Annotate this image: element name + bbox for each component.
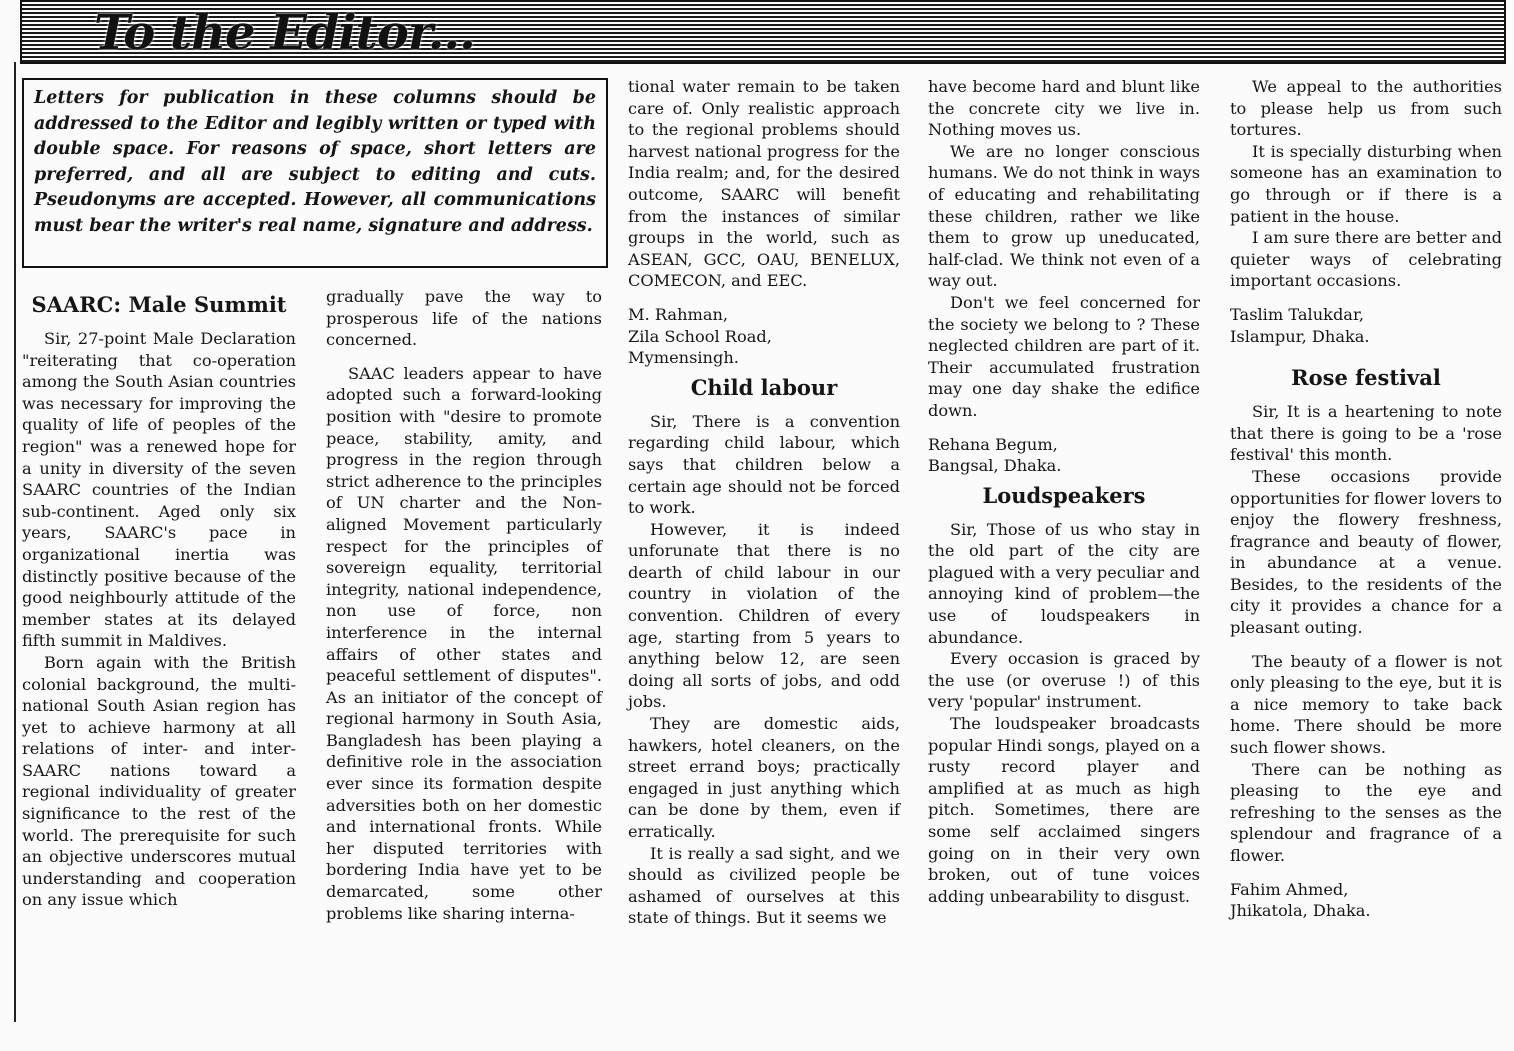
- letter-title-saarc: SAARC: Male Summit: [31, 292, 287, 317]
- letter-signature-address: Islampur, Dhaka.: [1230, 326, 1370, 346]
- letter-paragraph: It is specially disturbing when someone has an examination to go through or if there is a patient in the house.: [1230, 141, 1502, 226]
- letter-signature-name: M. Rahman,: [628, 304, 729, 324]
- letter-paragraph: However, it is indeed unforunate that there is no dearth of child labour in our country in violation of the convention. Children of every age, starting from 5 years to anything below 12, are seen doing all sorts of jobs, and odd jobs.: [628, 519, 900, 712]
- column-2: [326, 286, 602, 924]
- letter-paragraph: We appeal to the authorities to please help us from such tortures.: [1230, 77, 1502, 140]
- editorial-notice: Letters for publication in these columns should be addressed to the Editor and legibly written or typed with double space. For reasons of space, short letters are preferred, and all are subject to editing and cuts. Pseudonyms are accepted. However, all communications must bear the writer's real name, signature and address.: [22, 78, 608, 268]
- letter-paragraph: It is really a sad sight, and we should as civilized people be ashamed of ourselves at this state of things. But it seems we: [628, 843, 900, 928]
- letter-signature-name: Fahim Ahmed,: [1230, 879, 1349, 899]
- column-3: [628, 76, 900, 929]
- letter-paragraph: Born again with the British colonial background, the multi-national South Asian region has yet to achieve harmony at all relations of inter- and inter-SAARC nations toward a regional individuality of greater significance to the rest of the world. The prerequisite for such an objective underscores mutual understanding and cooperation on any issue which: [22, 652, 296, 910]
- letter-paragraph: have become hard and blunt like the concrete city we live in. Nothing moves us.: [928, 77, 1200, 140]
- letter-signature-address: Jhikatola, Dhaka.: [1230, 901, 1371, 921]
- column-1: [22, 286, 296, 911]
- letter-paragraph: Sir, Those of us who stay in the old part of the city are plagued with a very peculiar and annoying kind of problem—the use of loudspeakers in abundance.: [928, 519, 1200, 647]
- letter-title-child-labour: Child labour: [690, 374, 838, 400]
- letter-signature-address: Bangsal, Dhaka.: [928, 456, 1062, 476]
- letter-paragraph: SAAC leaders appear to have adopted such a forward-looking position with "desire to promote peace, stability, amity, and progress in the region through strict adherence to the principles of UN charter and the Non-aligned Movement particularly respect for the principles of sovereign equality, territorial integrity, national independence, non use of force, non interference in the internal affairs of other states and peaceful settlement of disputes". As an initiator of the concept of regional harmony in South Asia, Bangladesh has been playing a definitive role in the association ever since its formation despite adversities both on her domestic and international fronts. While her disputed territories with bordering India have yet to be demarcated, some other problems like sharing interna-: [326, 363, 602, 923]
- letter-signature-name: Rehana Begum,: [928, 434, 1058, 454]
- letter-paragraph: Every occasion is graced by the use (or overuse !) of this very 'popular' instrument.: [928, 649, 1200, 712]
- letter-paragraph: Don't we feel concerned for the society we belong to ? These neglected children are part of it. Their accumulated frustration may one day shake the edifice down.: [928, 292, 1200, 420]
- column-4: [928, 76, 1200, 907]
- letter-paragraph: Sir, 27-point Male Declaration "reiterating that co-operation among the South Asian countries was necessary for improving the quality of life of peoples of the region" was a renewed hope for a unity in diversity of the seven SAARC countries of the Indian sub-continent. Aged only six years, SAARC's pace in organizational inertia was distinctly positive because of the good neighbourly attitude of the member states at its delayed fifth summit in Maldives.: [22, 329, 296, 651]
- letter-paragraph: Sir, It is a heartening to note that there is going to be a 'rose festival' this month.: [1230, 402, 1502, 465]
- letter-paragraph: There can be nothing as pleasing to the eye and refreshing to the senses as the splendour and fragrance of a flower.: [1230, 759, 1502, 865]
- letter-paragraph: These occasions provide opportunities for flower lovers to enjoy the flowery freshness, fragrance and beauty of flower, in abundance at a venue. Besides, to the residents of the city it provides a chance for a pleasant outing.: [1230, 466, 1502, 638]
- letter-paragraph: I am sure there are better and quieter ways of celebrating important occasions.: [1230, 228, 1502, 291]
- letter-paragraph: The loudspeaker broadcasts popular Hindi songs, played on a rusty record player and amplified at as much as high pitch. Sometimes, there are some self acclaimed singers going on in their very own broken, out of tune voices adding unbearability to disgust.: [928, 714, 1200, 906]
- letter-paragraph: Sir, There is a convention regarding child labour, which says that children below a certain age should not be forced to work.: [628, 411, 900, 518]
- letter-paragraph: We are no longer conscious humans. We do not think in ways of educating and rehabilitating these children, rather we like them to grow up uneducated, half-clad. We think not even of a way out.: [928, 141, 1200, 291]
- letter-paragraph: The beauty of a flower is not only pleasing to the eye, but it is a nice memory to take back home. There should be more such flower shows.: [1230, 651, 1502, 758]
- letter-paragraph: They are domestic aids, hawkers, hotel cleaners, on the street errand boys; practically engaged in just anything which can be done by them, even if erratically.: [628, 714, 900, 841]
- letter-paragraph: gradually pave the way to prosperous life of the nations concerned.: [326, 287, 602, 350]
- letter-title-loudspeakers: Loudspeakers: [982, 482, 1146, 508]
- section-banner: [20, 0, 1506, 64]
- left-border-rule: [14, 62, 16, 1022]
- letter-signature-name: Taslim Talukdar,: [1230, 304, 1365, 324]
- letter-title-rose-festival: Rose festival: [1291, 365, 1441, 391]
- letter-signature-city: Mymensingh.: [628, 348, 739, 368]
- letter-paragraph: tional water remain to be taken care of. Only realistic approach to the regional problems should harvest national progress for the India realm; and, for the desired outcome, SAARC will benefit from the instances of similar groups in the world, such as ASEAN, GCC, OAU, BENELUX, COMECON, and EEC.: [628, 77, 900, 291]
- column-5: [1230, 76, 1502, 922]
- section-title: To the Editor...: [94, 5, 475, 61]
- letter-signature-address: Zila School Road,: [628, 326, 772, 346]
